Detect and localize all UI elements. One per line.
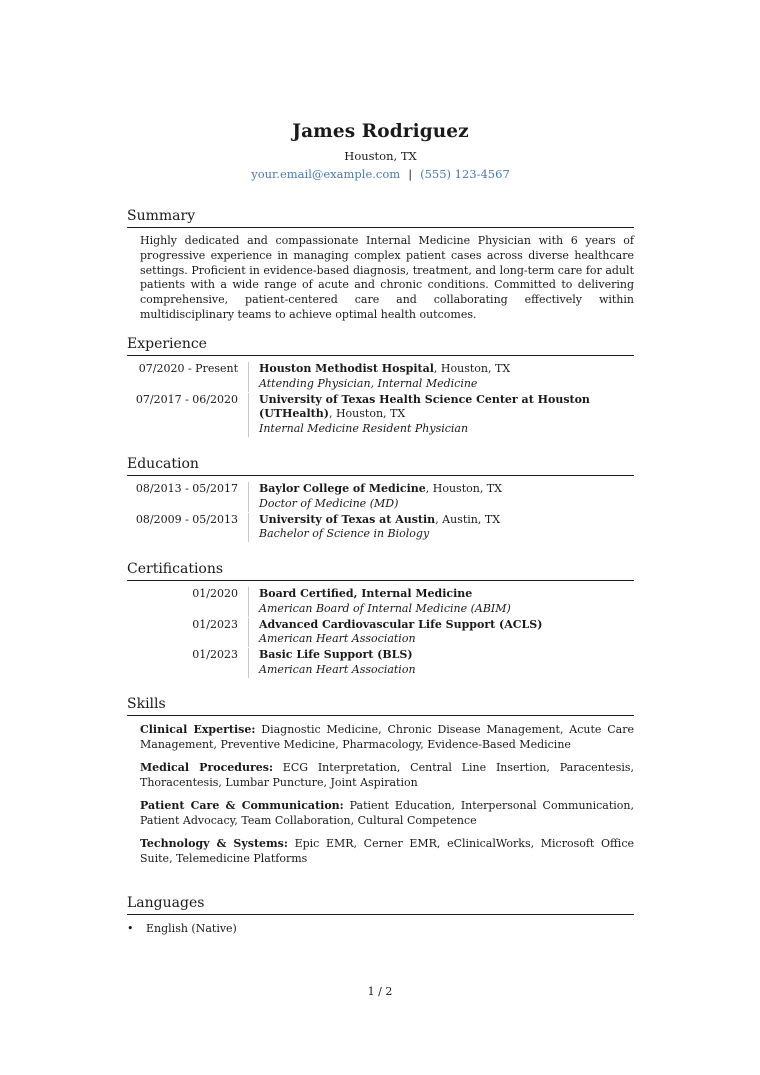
certification-issuer: American Heart Association xyxy=(259,662,416,676)
page-number: 1 / 2 xyxy=(367,985,393,998)
entry-degree: Bachelor of Science in Biology xyxy=(259,527,430,541)
entry-date: 01/2023 xyxy=(192,617,238,631)
candidate-location: Houston, TX xyxy=(344,149,417,163)
summary-section xyxy=(127,208,634,323)
skill-list: ECG Interpretation, Central Line Insertion, Paracentesis, Thoracentesis, Lumbar Puncture, Joint Aspiration xyxy=(140,761,634,789)
education-entry xyxy=(127,482,634,512)
certification-name: Basic Life Support (BLS) xyxy=(259,648,413,662)
skill-list: Epic EMR, Cerner EMR, eClinicalWorks, Microsoft Office Suite, Telemedicine Platforms xyxy=(140,837,634,865)
experience-entry xyxy=(127,362,634,392)
list-item xyxy=(127,922,634,936)
skill-group xyxy=(140,836,634,866)
entry-organization: University of Texas at Austin xyxy=(259,512,436,526)
skill-label: Patient Care & Communication: xyxy=(140,799,344,812)
skill-group xyxy=(140,798,634,828)
skill-group xyxy=(140,760,634,790)
language-entry: English (Native) xyxy=(146,922,237,935)
summary-heading: Summary xyxy=(127,208,634,228)
skill-label: Clinical Expertise: xyxy=(140,723,256,736)
entry-date: 07/2020 - Present xyxy=(138,362,238,375)
education-heading: Education xyxy=(127,456,634,476)
certification-entry xyxy=(127,648,634,678)
experience-entry xyxy=(127,393,634,437)
languages-section xyxy=(127,895,634,936)
languages-heading: Languages xyxy=(127,895,634,915)
experience-heading: Experience xyxy=(127,336,634,356)
skill-group xyxy=(140,722,634,752)
experience-section xyxy=(127,336,634,437)
certification-issuer: American Board of Internal Medicine (ABIM) xyxy=(259,601,511,615)
certification-name: Advanced Cardiovascular Life Support (ACLS) xyxy=(259,617,543,631)
skills-heading: Skills xyxy=(127,696,634,716)
contact-line xyxy=(127,167,634,181)
certifications-section xyxy=(127,561,634,678)
entry-date: 08/2013 - 05/2017 xyxy=(135,482,238,495)
entry-degree: Doctor of Medicine (MD) xyxy=(259,496,399,510)
entry-role: Attending Physician, Internal Medicine xyxy=(259,376,478,390)
entry-location: , Houston, TX xyxy=(328,407,406,421)
phone-link[interactable]: (555) 123-4567 xyxy=(420,167,510,181)
entry-date: 08/2009 - 05/2013 xyxy=(135,512,238,526)
skill-label: Medical Procedures: xyxy=(140,761,274,774)
entry-location: , Houston, TX xyxy=(433,362,511,375)
certifications-heading: Certifications xyxy=(127,561,634,581)
education-section xyxy=(127,456,634,542)
entry-date: 01/2020 xyxy=(192,587,238,600)
entry-organization: Baylor College of Medicine xyxy=(259,482,426,495)
certification-issuer: American Heart Association xyxy=(259,632,416,646)
entry-date: 07/2017 - 06/2020 xyxy=(135,392,238,406)
entry-location: , Austin, TX xyxy=(435,512,501,526)
entry-organization: Houston Methodist Hospital xyxy=(259,362,434,375)
email-link[interactable]: your.email@example.com xyxy=(251,167,401,181)
skill-label: Technology & Systems: xyxy=(140,837,288,850)
certification-entry xyxy=(127,618,634,648)
candidate-name: James Rodriguez xyxy=(292,121,469,142)
education-entry xyxy=(127,513,634,543)
skills-section xyxy=(127,696,634,866)
entry-organization: University of Texas Health Science Center at Houston (UTHealth) xyxy=(259,392,590,421)
entry-date: 01/2023 xyxy=(192,648,238,662)
skill-list: Diagnostic Medicine, Chronic Disease Management, Acute Care Management, Preventive Medicine, Pharmacology, Evidence-Based Medicine xyxy=(140,723,635,751)
certification-entry xyxy=(127,587,634,617)
skill-list: Patient Education, Interpersonal Communication, Patient Advocacy, Team Collaboration, Cultural Competence xyxy=(140,799,635,827)
summary-text: Highly dedicated and compassionate Internal Medicine Physician with 6 years of progressive experience in managing complex patient cases across diverse healthcare settings. Proficient in evidence-based diagnosis, treatment, and long-term care for adult patients with a wide range of acute and chronic conditions. Committed to delivering comprehensive, patient-centered care and collaborating effectively within multidisciplinary teams to achieve optimal health outcomes. xyxy=(140,234,634,321)
bullet-icon: • xyxy=(127,922,134,935)
entry-location: , Houston, TX xyxy=(425,482,502,495)
contact-separator: | xyxy=(408,167,413,181)
entry-role: Internal Medicine Resident Physician xyxy=(259,422,469,436)
certification-name: Board Certified, Internal Medicine xyxy=(259,587,473,600)
